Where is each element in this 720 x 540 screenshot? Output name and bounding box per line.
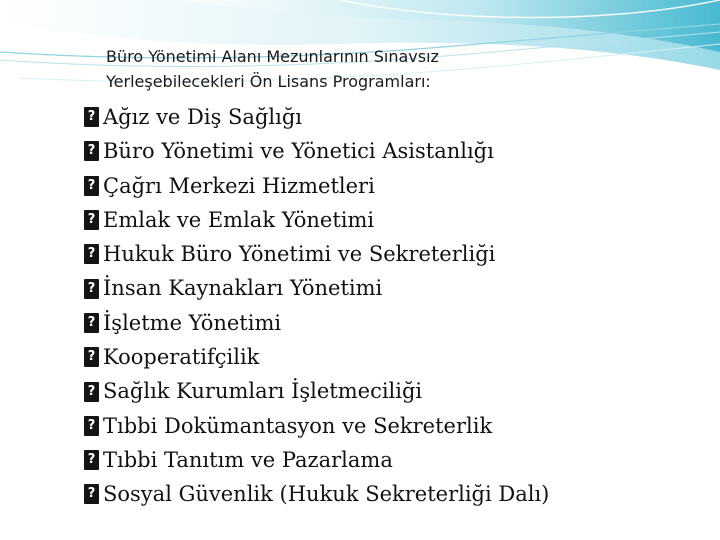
missing-glyph-box-icon xyxy=(84,107,99,127)
list-item xyxy=(84,443,549,477)
missing-glyph-box-icon xyxy=(84,141,99,161)
missing-glyph-box-icon xyxy=(84,244,99,264)
list-item xyxy=(84,100,549,134)
list-item xyxy=(84,477,549,511)
missing-glyph-box-icon xyxy=(84,382,99,402)
list-item xyxy=(84,271,549,305)
slide-title xyxy=(106,44,666,94)
list-item xyxy=(84,340,549,374)
list-item-label: Hukuk Büro Yönetimi ve Sekreterliği xyxy=(103,242,496,267)
missing-glyph-box-icon xyxy=(84,313,99,333)
missing-glyph-box-icon xyxy=(84,416,99,436)
list-item-label: Çağrı Merkezi Hizmetleri xyxy=(103,173,375,198)
list-item-label: Büro Yönetimi ve Yönetici Asistanlığı xyxy=(103,139,494,164)
list-item xyxy=(84,237,549,271)
list-item-label: Ağız ve Diş Sağlığı xyxy=(103,105,302,129)
list-item-label: Sağlık Kurumları İşletmeciliği xyxy=(103,379,423,404)
slide-title-line-1: Büro Yönetimi Alanı Mezunlarının Sınavsız xyxy=(106,47,439,66)
list-item-label: Tıbbi Dokümantasyon ve Sekreterlik xyxy=(103,413,493,438)
missing-glyph-box-icon xyxy=(84,210,99,230)
missing-glyph-box-icon xyxy=(84,347,99,367)
list-item-label: İnsan Kaynakları Yönetimi xyxy=(103,276,383,301)
list-item-label: Tıbbi Tanıtım ve Pazarlama xyxy=(103,447,393,472)
list-item xyxy=(84,374,549,408)
list-item xyxy=(84,306,549,340)
list-item xyxy=(84,134,549,168)
list-item xyxy=(84,409,549,443)
list-item-label: İşletme Yönetimi xyxy=(103,310,282,335)
missing-glyph-box-icon xyxy=(84,484,99,504)
missing-glyph-box-icon xyxy=(84,279,99,299)
slide-title-line-2: Yerleşebilecekleri Ön Lisans Programları: xyxy=(106,72,431,91)
list-item-label: Kooperatifçilik xyxy=(103,345,260,370)
missing-glyph-box-icon xyxy=(84,176,99,196)
missing-glyph-box-icon xyxy=(84,450,99,470)
list-item xyxy=(84,203,549,237)
list-item-label: Emlak ve Emlak Yönetimi xyxy=(103,207,375,232)
list-item-label: Sosyal Güvenlik (Hukuk Sekreterliği Dalı) xyxy=(103,482,550,507)
program-list xyxy=(84,100,549,512)
list-item xyxy=(84,169,549,203)
